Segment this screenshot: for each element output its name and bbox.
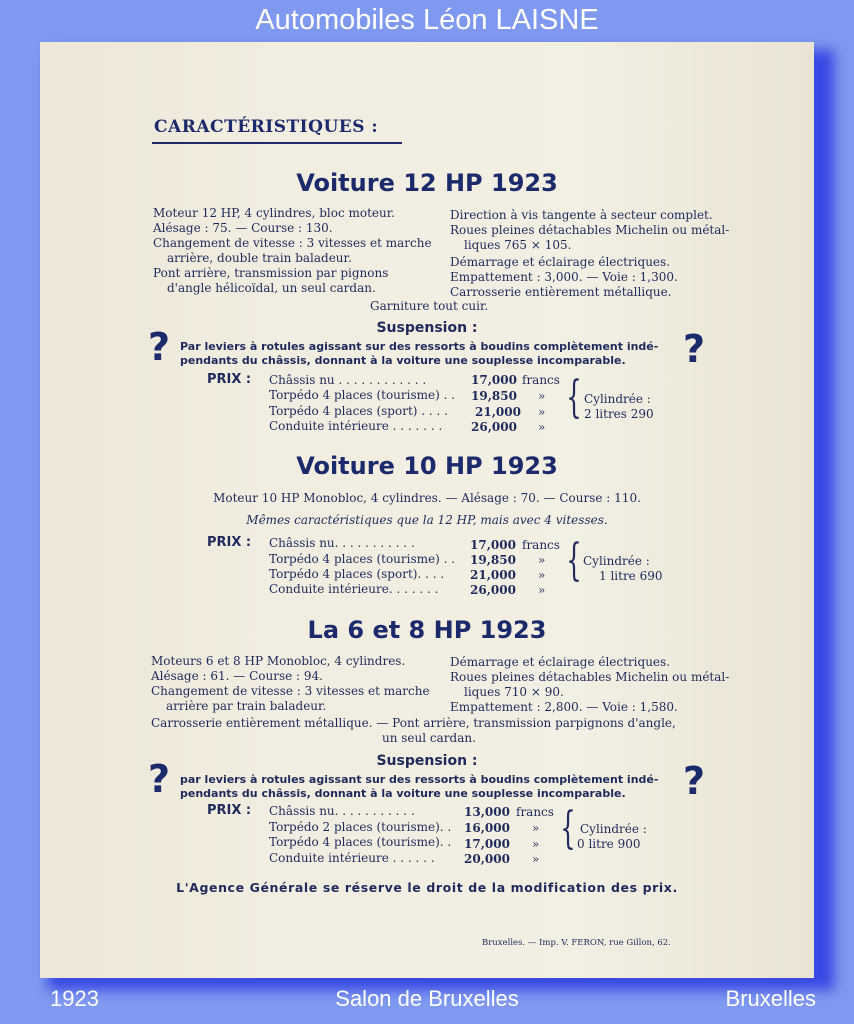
price-unit: » — [532, 852, 540, 866]
question-mark: ? — [683, 759, 706, 803]
price-value: 26,000 — [470, 583, 516, 597]
car-title-10hp: Voiture 10 HP 1923 — [296, 452, 558, 480]
price-value: 21,000 — [475, 405, 521, 419]
prix-label: PRIX : — [207, 803, 252, 818]
suspension-text: pendants du châssis, donnant à la voiture une souplesse incomparable. — [180, 787, 626, 800]
footer-city: Bruxelles — [725, 986, 816, 1011]
cylindree-value: 1 litre 690 — [599, 569, 663, 583]
spec-line: Roues pleines détachables Michelin ou métal- — [450, 223, 730, 237]
spec-line: Moteur 10 HP Monobloc, 4 cylindres. — Alésage : 70. — Course : 110. — [213, 491, 641, 505]
price-unit: » — [538, 583, 546, 597]
spec-line: Changement de vitesse : 3 vitesses et marche — [153, 236, 432, 250]
spec-line: Changement de vitesse : 3 vitesses et marche — [151, 684, 430, 698]
cylindree-value: 2 litres 290 — [584, 407, 654, 421]
question-mark: ? — [148, 325, 171, 369]
suspension-title: Suspension : — [376, 320, 478, 336]
spec-line: un seul cardan. — [382, 731, 476, 745]
spec-line: liques 765 × 105. — [464, 238, 572, 252]
spec-line: Mêmes caractéristiques que la 12 HP, mais avec 4 vitesses. — [246, 513, 608, 527]
section-heading: CARACTÉRISTIQUES : — [154, 117, 379, 137]
price-notice: L'Agence Générale se réserve le droit de la modification des prix. — [176, 880, 678, 895]
spec-line: Carrosserie entièrement métallique. — Pont arrière, transmission parpignons d'angle, — [151, 716, 676, 730]
spec-line: Moteur 12 HP, 4 cylindres, bloc moteur. — [153, 206, 395, 220]
spec-line: Roues pleines détachables Michelin ou métal- — [450, 670, 730, 684]
page-title: Automobiles Léon LAISNE — [255, 4, 599, 36]
spec-line: arrière, double train baladeur. — [167, 251, 352, 265]
price-unit: francs — [522, 538, 560, 552]
price-unit: » — [538, 420, 546, 434]
price-item-label: Châssis nu . . . . . . . . . . . . — [269, 373, 427, 387]
price-item-label: Torpédo 4 places (tourisme) . . — [269, 388, 456, 402]
cylindree-label: Cylindrée : — [583, 554, 650, 568]
heading-underline — [152, 142, 402, 144]
price-value: 20,000 — [464, 852, 510, 866]
spec-line: Alésage : 61. — Course : 94. — [151, 669, 323, 683]
price-item-label: Torpédo 4 places (tourisme). . — [269, 835, 452, 849]
price-item-label: Torpédo 4 places (sport) . . . . — [269, 404, 448, 418]
price-value: 19,850 — [471, 389, 517, 403]
spec-line: Direction à vis tangente à secteur complet. — [450, 208, 713, 222]
footer-year: 1923 — [50, 986, 99, 1011]
price-item-label: Torpédo 4 places (sport). . . . — [269, 567, 445, 581]
cylindree-label: Cylindrée : — [584, 392, 651, 406]
cylindree-label: Cylindrée : — [580, 822, 647, 836]
price-item-label: Torpédo 4 places (tourisme) . . — [269, 552, 456, 566]
price-value: 26,000 — [471, 420, 517, 434]
price-item-label: Conduite intérieure. . . . . . . — [269, 582, 439, 596]
spec-line: Moteurs 6 et 8 HP Monobloc, 4 cylindres. — [151, 654, 406, 668]
prix-label: PRIX : — [207, 372, 252, 387]
price-unit: » — [538, 553, 546, 567]
spec-line: Empattement : 3,000. — Voie : 1,300. — [450, 270, 678, 284]
suspension-title: Suspension : — [376, 753, 478, 769]
price-item-label: Conduite intérieure . . . . . . — [269, 851, 435, 865]
spec-line: Pont arrière, transmission par pignons — [153, 266, 389, 280]
price-value: 17,000 — [464, 837, 510, 851]
suspension-text: pendants du châssis, donnant à la voiture une souplesse incomparable. — [180, 354, 626, 367]
suspension-text: par leviers à rotules agissant sur des ressorts à boudins complètement indé- — [180, 773, 659, 786]
question-mark: ? — [148, 757, 171, 801]
price-unit: » — [532, 837, 540, 851]
garniture-line: Garniture tout cuir. — [370, 299, 489, 313]
price-value: 17,000 — [471, 373, 517, 387]
brace: { — [560, 803, 576, 854]
price-unit: » — [538, 389, 546, 403]
price-unit: » — [538, 568, 546, 582]
spec-line: Empattement : 2,800. — Voie : 1,580. — [450, 700, 678, 714]
spec-line: Carrosserie entièrement métallique. — [450, 285, 672, 299]
car-title-6-8hp: La 6 et 8 HP 1923 — [307, 616, 547, 644]
price-item-label: Conduite intérieure . . . . . . . — [269, 419, 443, 433]
cylindree-value: 0 litre 900 — [577, 837, 641, 851]
price-item-label: Châssis nu. . . . . . . . . . . — [269, 804, 415, 818]
spec-line: Démarrage et éclairage électriques. — [450, 655, 671, 669]
document-page — [40, 42, 814, 978]
car-title-12hp: Voiture 12 HP 1923 — [296, 169, 558, 197]
prix-label: PRIX : — [207, 535, 252, 550]
price-unit: » — [538, 405, 546, 419]
question-mark: ? — [683, 327, 706, 371]
price-value: 21,000 — [470, 568, 516, 582]
brace: { — [566, 372, 582, 423]
printer-credit: Bruxelles. — Imp. V. FERON, rue Gillon, 62. — [482, 938, 671, 948]
price-value: 17,000 — [470, 538, 516, 552]
price-value: 13,000 — [464, 805, 510, 819]
spec-line: arrière par train baladeur. — [166, 699, 327, 713]
spec-line: Démarrage et éclairage électriques. — [450, 255, 671, 269]
brace: { — [566, 535, 582, 586]
price-item-label: Châssis nu. . . . . . . . . . . — [269, 536, 415, 550]
price-unit: francs — [522, 373, 560, 387]
price-value: 19,850 — [470, 553, 516, 567]
price-unit: » — [532, 821, 540, 835]
footer-event: Salon de Bruxelles — [335, 986, 519, 1011]
suspension-text: Par leviers à rotules agissant sur des ressorts à boudins complètement indé- — [180, 340, 659, 353]
spec-line: Alésage : 75. — Course : 130. — [153, 221, 333, 235]
price-item-label: Torpédo 2 places (tourisme). . — [269, 820, 452, 834]
spec-line: d'angle hélicoïdal, un seul cardan. — [167, 281, 376, 295]
price-value: 16,000 — [464, 821, 510, 835]
spec-line: liques 710 × 90. — [464, 685, 564, 699]
price-unit: francs — [516, 805, 554, 819]
